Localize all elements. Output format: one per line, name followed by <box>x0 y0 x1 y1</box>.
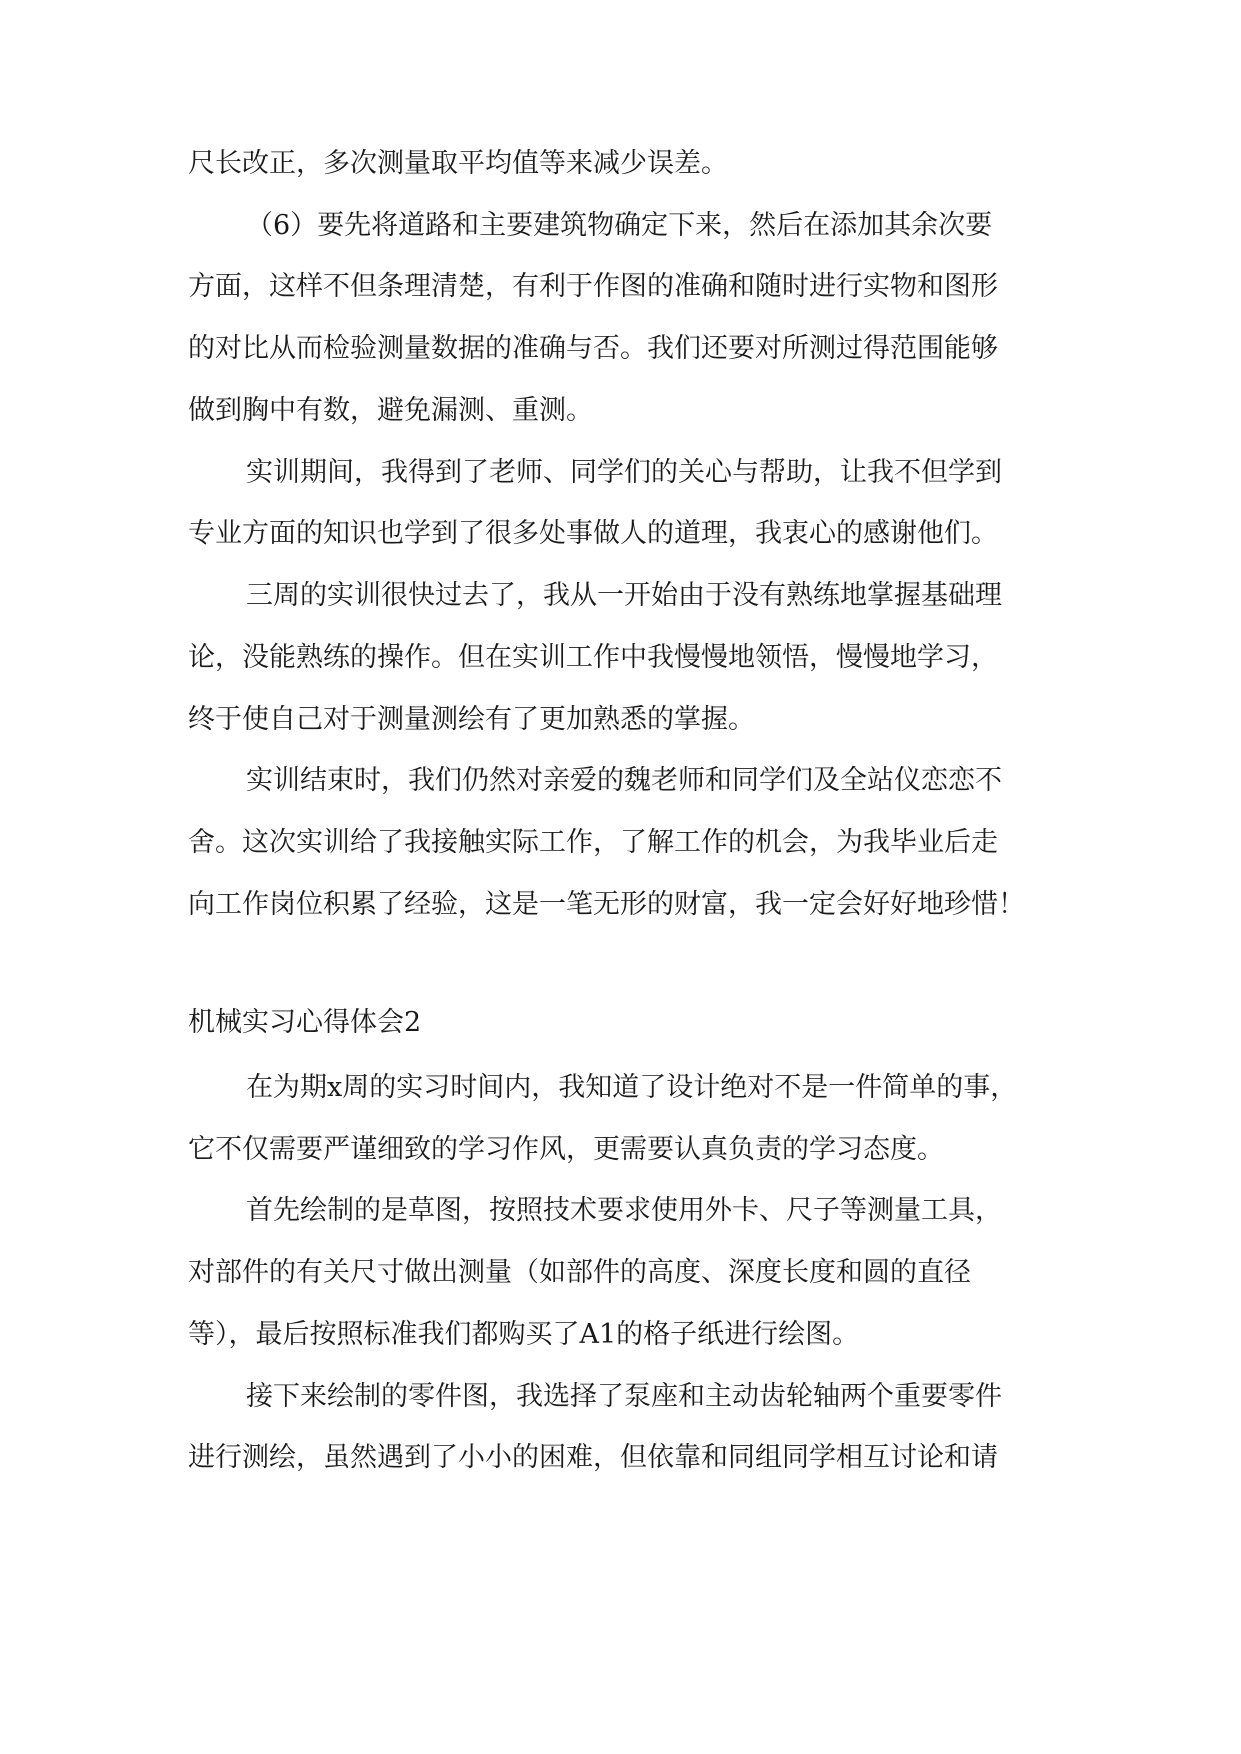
paragraph-line: 对部件的有关尺寸做出测量（如部件的高度、深度长度和圆的直径 <box>188 1257 971 1288</box>
paragraph-line: 论，没能熟练的操作。但在实训工作中我慢慢地领悟，慢慢地学习， <box>188 642 998 673</box>
paragraph-line: 接下来绘制的零件图，我选择了泵座和主动齿轮轴两个重要零件 <box>246 1381 1002 1412</box>
paragraph-line: 向工作岗位积累了经验，这是一笔无形的财富，我一定会好好地珍惜！ <box>188 889 1025 920</box>
paragraph-line: 尺长改正，多次测量取平均值等来减少误差。 <box>188 148 728 179</box>
paragraph-line: 做到胸中有数，避免漏测、重测。 <box>188 395 593 426</box>
paragraph-line: 舍。这次实训给了我接触实际工作，了解工作的机会，为我毕业后走 <box>188 827 998 858</box>
paragraph-line: 的对比从而检验测量数据的准确与否。我们还要对所测过得范围能够 <box>188 333 998 364</box>
paragraph-line: 它不仅需要严谨细致的学习作风，更需要认真负责的学习态度。 <box>188 1134 944 1165</box>
paragraph-line: 方面，这样不但条理清楚，有利于作图的准确和随时进行实物和图形 <box>188 271 998 302</box>
paragraph-line: 三周的实训很快过去了，我从一开始由于没有熟练地掌握基础理 <box>246 580 1002 611</box>
paragraph-line: 进行测绘，虽然遇到了小小的困难，但依靠和同组同学相互讨论和请 <box>188 1442 998 1473</box>
paragraph-line: 实训结束时，我们仍然对亲爱的魏老师和同学们及全站仪恋恋不 <box>246 765 1002 796</box>
paragraph-line: 终于使自己对于测量测绘有了更加熟悉的掌握。 <box>188 704 755 735</box>
paragraph-line: 实训期间，我得到了老师、同学们的关心与帮助，让我不但学到 <box>246 457 1002 488</box>
paragraph-line: 等），最后按照标准我们都购买了A1的格子纸进行绘图。 <box>188 1319 860 1350</box>
paragraph-line: （6）要先将道路和主要建筑物确定下来，然后在添加其余次要 <box>246 210 993 241</box>
section-heading: 机械实习心得体会2 <box>188 1007 422 1038</box>
paragraph-line: 在为期x周的实习时间内，我知道了设计绝对不是一件简单的事， <box>246 1072 1018 1103</box>
paragraph-line: 专业方面的知识也学到了很多处事做人的道理，我衷心的感谢他们。 <box>188 518 998 549</box>
paragraph-line: 首先绘制的是草图，按照技术要求使用外卡、尺子等测量工具， <box>246 1195 1002 1226</box>
